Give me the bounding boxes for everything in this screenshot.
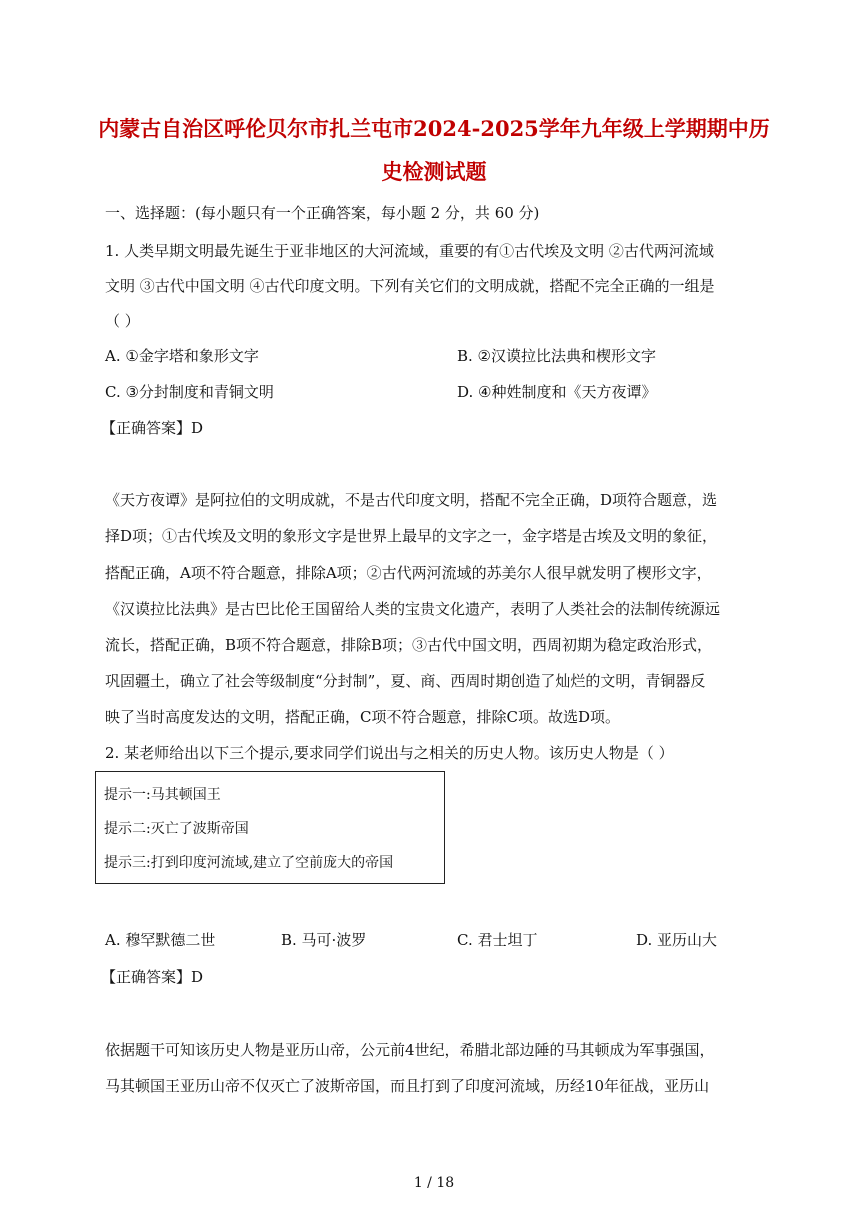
q1-explanation-line-2: 择D项；①古代埃及文明的象形文字是世界上最早的文字之一，金字塔是古埃及文明的象征， [105, 527, 718, 545]
q2-option-a: A. 穆罕默德二世 [105, 931, 216, 949]
q1-stem-line-3: （ ） [105, 312, 140, 330]
page-number: 1 / 18 [413, 1175, 455, 1191]
q2-hint-2: 提示二:灭亡了波斯帝国 [104, 821, 249, 837]
section-heading: 一、选择题：(每小题只有一个正确答案，每小题 2 分，共 60 分) [105, 204, 540, 222]
document-title-line-1: 内蒙古自治区呼伦贝尔市扎兰屯市2024-2025学年九年级上学期期中历 [98, 116, 770, 141]
q1-option-c: C. ③分封制度和青铜文明 [105, 383, 274, 401]
q1-option-b: B. ②汉谟拉比法典和楔形文字 [457, 347, 657, 365]
q1-explanation-line-1: 《天方夜谭》是阿拉伯的文明成就，不是古代印度文明，搭配不完全正确，D项符合题意，选 [105, 491, 718, 509]
q1-explanation-line-7: 映了当时高度发达的文明，搭配正确，C项不符合题意，排除C项。故选D项。 [105, 708, 620, 726]
q2-option-b: B. 马可·波罗 [281, 931, 367, 949]
q2-hint-box [95, 771, 445, 884]
q2-explanation-line-1: 依据题干可知该历史人物是亚历山帝，公元前4世纪，希腊北部边陲的马其顿成为军事强国， [105, 1041, 715, 1059]
document-title-line-2: 史检测试题 [381, 159, 487, 184]
q2-explanation-line-2: 马其顿国王亚历山帝不仅灭亡了波斯帝国，而且打到了印度河流域，历经10年征战，亚历山 [105, 1077, 710, 1095]
q2-stem: 2. 某老师给出以下三个提示,要求同学们说出与之相关的历史人物。该历史人物是（ ） [105, 744, 674, 762]
q2-answer: 【正确答案】D [101, 968, 204, 986]
q1-option-a: A. ①金字塔和象形文字 [105, 347, 259, 365]
q2-option-c: C. 君士坦丁 [457, 931, 538, 949]
q2-option-d: D. 亚历山大 [636, 931, 718, 949]
q1-explanation-line-6: 巩固疆土，确立了社会等级制度“分封制”，夏、商、西周时期创造了灿烂的文明，青铜器反 [105, 672, 706, 690]
q1-answer: 【正确答案】D [101, 419, 204, 437]
q2-hint-3: 提示三:打到印度河流域,建立了空前庞大的帝国 [104, 855, 394, 871]
q1-explanation-line-4: 《汉谟拉比法典》是古巴比伦王国留给人类的宝贵文化遗产，表明了人类社会的法制传统源远 [105, 600, 721, 618]
q1-stem-line-2: 文明 ③古代中国文明 ④古代印度文明。下列有关它们的文明成就，搭配不完全正确的一组是 [105, 277, 715, 295]
q1-explanation-line-5: 流长，搭配正确，B项不符合题意，排除B项；③古代中国文明，西周初期为稳定政治形式， [105, 636, 713, 654]
q2-hint-1: 提示一:马其顿国王 [104, 787, 221, 803]
q1-stem-line-1: 1. 人类早期文明最先诞生于亚非地区的大河流域，重要的有①古代埃及文明 ②古代两河流域 [105, 242, 714, 260]
q1-option-d: D. ④种姓制度和《天方夜谭》 [457, 383, 657, 401]
q1-explanation-line-3: 搭配正确，A项不符合题意，排除A项；②古代两河流域的苏美尔人很早就发明了楔形文字， [105, 564, 712, 582]
